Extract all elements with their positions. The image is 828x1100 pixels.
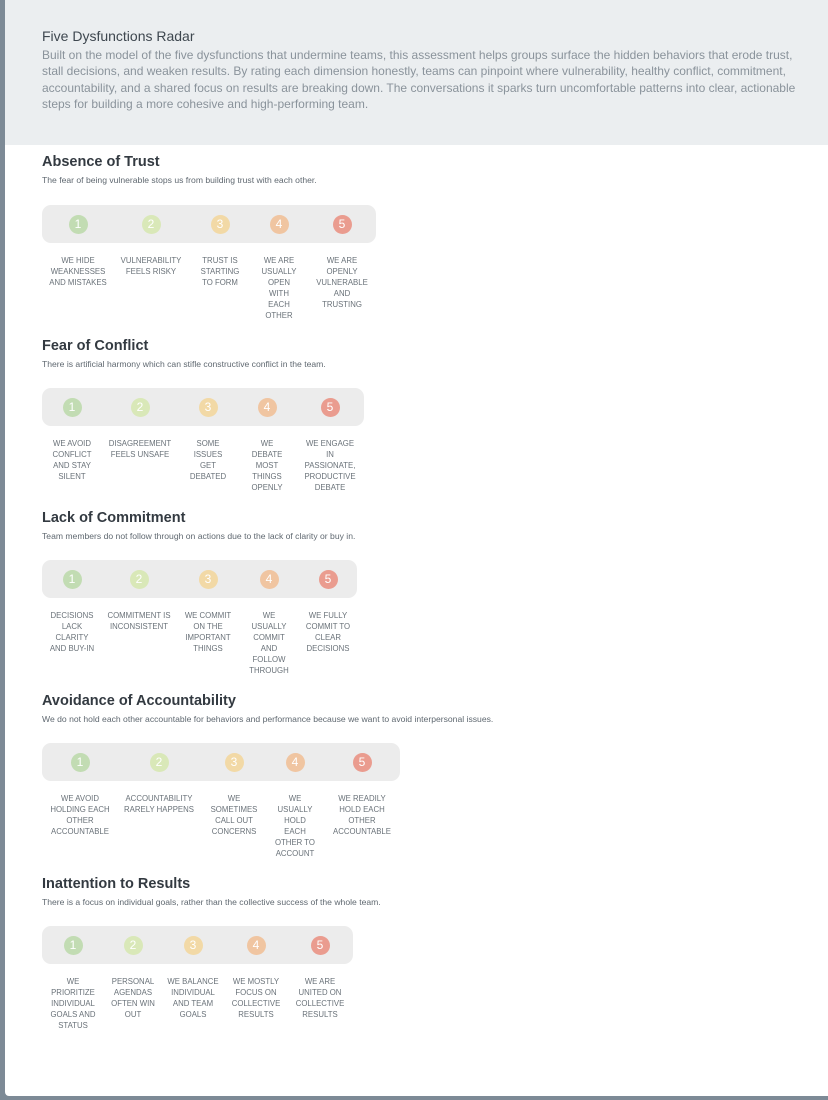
rating-circle[interactable]: 2 bbox=[130, 570, 149, 589]
rating-circle[interactable]: 3 bbox=[199, 570, 218, 589]
rating-label: PERSONAL AGENDAS OFTEN WIN OUT bbox=[111, 977, 155, 1019]
rating-option-4[interactable] bbox=[220, 926, 292, 1019]
rating-circle[interactable]: 1 bbox=[69, 215, 88, 234]
rating-label: WE AVOID HOLDING EACH OTHER ACCOUNTABLE bbox=[50, 794, 110, 836]
section-title: Fear of Conflict bbox=[42, 338, 149, 354]
page-description: Built on the model of the five dysfunctions that undermine teams, this assessment helps groups surface the hidden behaviors that erode trust, stall decisions, and weaken results. By rating each dimension honestly, teams can pinpoint where vulnerability, healthy conflict, commitment, accountability, and a shared focus on results are breaking down. The conversations it sparks turn uncomfortable patterns into clear, actionable steps for building a more cohesive and high-performing team. bbox=[42, 48, 796, 111]
rating-circle[interactable]: 3 bbox=[199, 398, 218, 417]
rating-circle[interactable]: 1 bbox=[71, 753, 90, 772]
rating-label: WE DEBATE MOST THINGS OPENLY bbox=[251, 439, 283, 492]
rating-circle[interactable]: 5 bbox=[319, 570, 338, 589]
rating-label: WE HIDE WEAKNESSES AND MISTAKES bbox=[49, 256, 107, 287]
rating-circle[interactable]: 5 bbox=[353, 753, 372, 772]
rating-label: WE USUALLY HOLD EACH OTHER TO ACCOUNT bbox=[274, 794, 315, 858]
rating-option-4[interactable] bbox=[231, 388, 303, 492]
rating-option-5[interactable] bbox=[326, 743, 398, 836]
rating-option-2[interactable] bbox=[115, 205, 187, 276]
rating-option-2[interactable] bbox=[104, 388, 176, 459]
page-header bbox=[5, 0, 828, 145]
rating-scale bbox=[42, 205, 376, 320]
rating-label: WE ARE USUALLY OPEN WITH EACH OTHER bbox=[261, 256, 297, 320]
rating-circle[interactable]: 2 bbox=[124, 936, 143, 955]
section-description: There is artificial harmony which can stifle constructive conflict in the team. bbox=[42, 359, 326, 369]
rating-circle[interactable]: 2 bbox=[131, 398, 150, 417]
rating-option-3[interactable] bbox=[157, 926, 229, 1019]
rating-circle[interactable]: 1 bbox=[63, 570, 82, 589]
rating-option-5[interactable] bbox=[292, 560, 364, 653]
rating-label: WE USUALLY COMMIT AND FOLLOW THROUGH bbox=[249, 611, 289, 675]
rating-circle[interactable]: 2 bbox=[142, 215, 161, 234]
rating-circle[interactable]: 5 bbox=[311, 936, 330, 955]
rating-circle[interactable]: 4 bbox=[258, 398, 277, 417]
section-title: Absence of Trust bbox=[42, 154, 160, 170]
rating-label: DECISIONS LACK CLARITY AND BUY-IN bbox=[49, 611, 95, 653]
rating-label: WE AVOID CONFLICT AND STAY SILENT bbox=[52, 439, 92, 481]
rating-option-5[interactable] bbox=[284, 926, 356, 1019]
section-avoidance-of-accountability bbox=[42, 692, 493, 725]
section-title: Avoidance of Accountability bbox=[42, 693, 236, 709]
section-inattention-to-results bbox=[42, 875, 381, 908]
rating-circle[interactable]: 2 bbox=[150, 753, 169, 772]
rating-option-5[interactable] bbox=[294, 388, 366, 492]
section-description: Team members do not follow through on actions due to the lack of clarity or buy in. bbox=[42, 531, 356, 541]
rating-option-4[interactable] bbox=[259, 743, 331, 858]
rating-option-2[interactable] bbox=[123, 743, 195, 814]
rating-label: WE SOMETIMES CALL OUT CONCERNS bbox=[210, 794, 258, 836]
rating-circle[interactable]: 1 bbox=[64, 936, 83, 955]
section-description: There is a focus on individual goals, rather than the collective success of the whole team. bbox=[42, 897, 381, 907]
section-description: The fear of being vulnerable stops us from building trust with each other. bbox=[42, 175, 317, 185]
rating-option-5[interactable] bbox=[306, 205, 378, 309]
rating-option-1[interactable] bbox=[36, 560, 108, 653]
rating-circle[interactable]: 4 bbox=[270, 215, 289, 234]
rating-circle[interactable]: 3 bbox=[225, 753, 244, 772]
rating-circle[interactable]: 4 bbox=[247, 936, 266, 955]
rating-label: WE COMMIT ON THE IMPORTANT THINGS bbox=[184, 611, 232, 653]
rating-label: WE FULLY COMMIT TO CLEAR DECISIONS bbox=[305, 611, 351, 653]
section-absence-of-trust bbox=[42, 153, 317, 186]
page-title: Five Dysfunctions Radar bbox=[42, 28, 195, 44]
rating-label: VULNERABILITY FEELS RISKY bbox=[120, 256, 182, 276]
rating-option-1[interactable] bbox=[44, 743, 116, 836]
rating-label: ACCOUNTABILITY RARELY HAPPENS bbox=[124, 794, 194, 814]
rating-label: TRUST IS STARTING TO FORM bbox=[200, 256, 240, 287]
rating-label: WE MOSTLY FOCUS ON COLLECTIVE RESULTS bbox=[231, 977, 281, 1019]
rating-circle[interactable]: 3 bbox=[184, 936, 203, 955]
section-description: We do not hold each other accountable for behaviors and performance because we want to avoid interpersonal issues. bbox=[42, 714, 494, 724]
rating-circle[interactable]: 5 bbox=[321, 398, 340, 417]
rating-label: WE BALANCE INDIVIDUAL AND TEAM GOALS bbox=[167, 977, 219, 1019]
rating-circle[interactable]: 4 bbox=[286, 753, 305, 772]
rating-option-4[interactable] bbox=[243, 205, 315, 320]
rating-label: WE ARE UNITED ON COLLECTIVE RESULTS bbox=[295, 977, 345, 1019]
rating-label: WE READILY HOLD EACH OTHER ACCOUNTABLE bbox=[333, 794, 391, 836]
section-lack-of-commitment bbox=[42, 509, 355, 542]
rating-option-1[interactable] bbox=[36, 388, 108, 481]
section-fear-of-conflict bbox=[42, 337, 326, 370]
rating-option-2[interactable] bbox=[103, 560, 175, 631]
rating-circle[interactable]: 5 bbox=[333, 215, 352, 234]
rating-circle[interactable]: 1 bbox=[63, 398, 82, 417]
rating-label: DISAGREEMENT FEELS UNSAFE bbox=[108, 439, 172, 459]
rating-scale bbox=[42, 926, 353, 1030]
rating-scale bbox=[42, 388, 364, 492]
rating-label: WE ENGAGE IN PASSIONATE, PRODUCTIVE DEBATE bbox=[304, 439, 356, 492]
rating-circle[interactable]: 3 bbox=[211, 215, 230, 234]
rating-scale bbox=[42, 743, 400, 858]
rating-scale bbox=[42, 560, 357, 675]
rating-option-1[interactable] bbox=[42, 205, 114, 287]
assessment-card bbox=[5, 0, 828, 1096]
rating-label: WE PRIORITIZE INDIVIDUAL GOALS AND STATUS bbox=[50, 977, 96, 1030]
section-title: Lack of Commitment bbox=[42, 510, 186, 526]
section-title: Inattention to Results bbox=[42, 876, 191, 892]
rating-label: WE ARE OPENLY VULNERABLE AND TRUSTING bbox=[316, 256, 368, 309]
rating-circle[interactable]: 4 bbox=[260, 570, 279, 589]
rating-label: SOME ISSUES GET DEBATED bbox=[189, 439, 227, 481]
rating-label: COMMITMENT IS INCONSISTENT bbox=[107, 611, 171, 631]
